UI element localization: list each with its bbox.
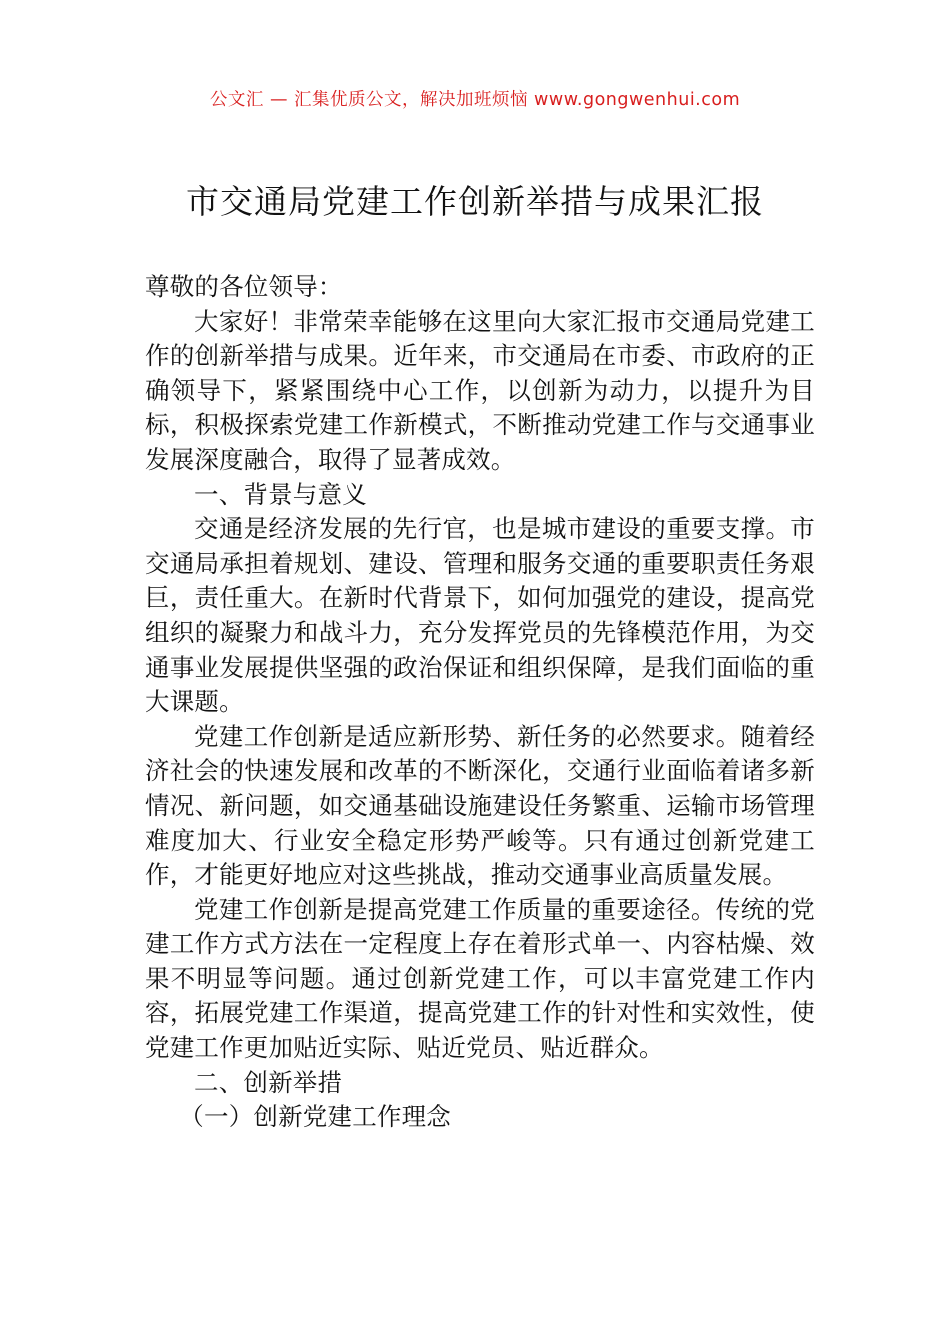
document-title: 市交通局党建工作创新举措与成果汇报	[186, 182, 764, 221]
section-heading-measures: 二、创新举措	[194, 1067, 343, 1097]
subsection-heading-concept: （一）创新党建工作理念	[179, 1102, 451, 1132]
section1-paragraph-2: 党建工作创新是适应新形势、新任务的必然要求。随着经济社会的快速发展和改革的不断深化，交通行业面临着诸多新情况、新问题，如交通基础设施建设任务繁重、运输市场管理难度加大、行业安全稳定形势严峻等。只有通过创新党建工作，才能更好地应对这些挑战，推动交通事业高质量发展。	[145, 721, 815, 890]
document-body	[145, 270, 815, 1135]
section-heading-background: 一、背景与意义	[194, 479, 367, 509]
section1-paragraph-1: 交通是经济发展的先行官，也是城市建设的重要支撑。市交通局承担着规划、建设、管理和服务交通的重要职责任务艰巨，责任重大。在新时代背景下，如何加强党的建设，提高党组织的凝聚力和战斗力，充分发挥党员的先锋模范作用，为交通事业发展提供坚强的政治保证和组织保障，是我们面临的重大课题。	[145, 514, 815, 717]
intro-paragraph: 大家好！非常荣幸能够在这里向大家汇报市交通局党建工作的创新举措与成果。近年来，市交通局在市委、市政府的正确领导下，紧紧围绕中心工作，以创新为动力，以提升为目标，积极探索党建工作新模式，不断推动党建工作与交通事业发展深度融合，取得了显著成效。	[145, 306, 815, 474]
section1-paragraph-3: 党建工作创新是提高党建工作质量的重要途径。传统的党建工作方式方法在一定程度上存在着形式单一、内容枯燥、效果不明显等问题。通过创新党建工作，可以丰富党建工作内容，拓展党建工作渠道，提高党建工作的针对性和实效性，使党建工作更加贴近实际、贴近党员、贴近群众。	[145, 894, 815, 1063]
header-banner[interactable]: 公文汇 — 汇集优质公文，解决加班烦恼 www.gongwenhui.com	[209, 90, 741, 110]
salutation: 尊敬的各位领导：	[145, 272, 343, 301]
